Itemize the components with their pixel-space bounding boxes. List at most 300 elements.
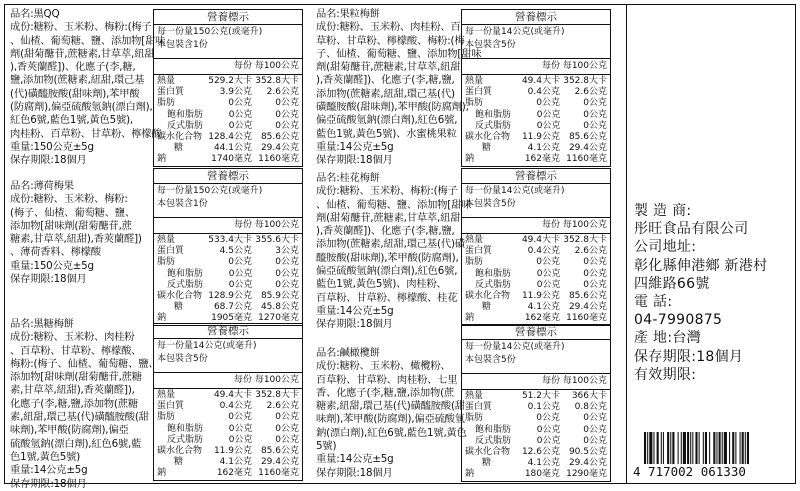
barcode-bar [729, 432, 730, 464]
per-100g-header: 每100公克 [254, 220, 299, 230]
per-serving-value: 49.4大卡 [521, 76, 560, 86]
per-100g-value: 1160毫克 [258, 468, 299, 479]
per-100g-value: 0公克 [583, 413, 607, 424]
ingredients-text [10, 180, 156, 286]
barcode-bar [745, 432, 746, 464]
per-100g-value: 0公克 [275, 412, 299, 423]
barcode-bar [732, 432, 734, 464]
per-100g-value: 0公克 [583, 109, 607, 120]
ingredients-line: 添加物[甜味劑(甜菊醣苷,蔗 [10, 219, 132, 232]
per-100g-value: 3公克 [275, 246, 299, 257]
ingredients-line: (防腐劑),偏亞硫酸氫鈉(漂白劑), [10, 101, 153, 114]
ingredients-line: 偏亞硫酸氫鈉(漂白劑),紅色6號, [316, 265, 458, 278]
barcode-bar [663, 432, 664, 464]
ingredients-line: 硫酸氫鈉(漂白劑),紅色6號,藍 [10, 437, 142, 450]
barcode-bar [716, 432, 717, 464]
per-serving-header: 每份 [541, 220, 560, 230]
barcode-bar [672, 432, 674, 464]
nutrient-label: 糖 [174, 457, 184, 468]
barcode-bar [692, 432, 693, 464]
nutrition-row [154, 121, 302, 132]
ingredients-line: 素,紐甜,環己基(代)磺醯胺酸(甜 [10, 411, 149, 424]
ingredients-line: 添加物(蔗糖素,紐甜,環己基(代) [316, 87, 455, 100]
ingredients-line: 重量:14公克±5g [316, 453, 394, 466]
barcode-bar [740, 432, 741, 464]
nutrition-row [462, 235, 610, 246]
ingredients-text [316, 347, 467, 480]
servings-per-package: 本包裝含1份 [157, 199, 208, 209]
nutrient-label: 糖 [174, 143, 184, 154]
ingredients-line: 素,甘草萃,紐甜),香莢蘭醛]), [10, 384, 135, 397]
nutrient-label: 蛋白質 [157, 87, 185, 98]
nutrient-label: 糖 [482, 143, 492, 154]
ingredients-line: 鹽,添加物(蔗糖素,紐甜,環己基 [10, 74, 145, 87]
per-serving-value: 11.9公克 [521, 291, 560, 302]
barcode-bar [742, 432, 744, 464]
barcode-bar [644, 432, 646, 464]
manufacturer-line: 四維路66號 [634, 275, 710, 292]
ingredients-line: 品名:黑糖梅餅 [10, 318, 74, 330]
nutrition-facts-table [461, 9, 611, 167]
per-100g-value: 29.4公克 [260, 457, 299, 468]
nutrition-row [154, 412, 302, 423]
per-serving-value: 0.4公克 [527, 87, 560, 98]
per-100g-value: 0公克 [583, 268, 607, 279]
per-serving-value: 11.9公克 [213, 446, 252, 457]
per-100g-value: 1160毫克 [258, 154, 299, 165]
per-100g-value: 0公克 [275, 120, 299, 131]
nutrient-label: 飽和脂肪 [475, 424, 512, 435]
nutrition-facts-table [153, 168, 303, 326]
ingredients-line: 醯胺酸(甜味劑),苯甲酸(防腐劑), [316, 251, 459, 264]
ingredients-line: 味劑),苯甲酸(防腐劑),偏亞硫酸氫 [316, 413, 465, 426]
nutrition-row [462, 132, 610, 143]
nutrition-row [462, 402, 610, 413]
per-serving-value: 0公克 [536, 413, 560, 424]
per-serving-value: 0.4公克 [219, 401, 252, 412]
nutrition-row [462, 391, 610, 402]
per-100g-value: 85.6公克 [260, 132, 299, 143]
nutrient-label: 碳水化合物 [157, 291, 203, 302]
per-serving-value: 0公克 [228, 268, 253, 279]
servings-per-package: 本包裝含5份 [157, 354, 208, 364]
per-serving-value: 0公克 [536, 268, 561, 279]
ingredients-line: ),香莢蘭醛])、化應子(李,糖,鹽, [316, 74, 455, 87]
barcode-bar [690, 432, 691, 464]
per-serving-header: 每份 [541, 61, 560, 71]
per-serving-value: 12.6公克 [521, 447, 560, 458]
nutrition-facts-table [461, 168, 611, 326]
per-100g-value: 0公克 [583, 424, 607, 435]
ingredients-line: 品名:薄荷梅果 [10, 180, 74, 192]
nutrient-label: 碳水化合物 [157, 446, 203, 457]
nutrient-label: 反式脂肪 [475, 279, 512, 290]
ingredients-text [10, 318, 159, 491]
nutrition-row [462, 469, 610, 480]
nutrient-label: 糖 [482, 302, 492, 313]
per-100g-header: 每100公克 [562, 220, 607, 230]
nutrition-title: 營養標示 [462, 325, 610, 340]
ingredients-line: 重量:14公克±5g [316, 304, 394, 317]
nutrition-facts-table [153, 9, 303, 167]
ingredients-line: 成份:糖粉、玉米粉、肉桂粉、百 [316, 21, 461, 34]
barcode-bar [735, 432, 736, 464]
ingredients-line: 劑(甜菊醣苷,蔗糖素,甘草萃,紐甜 [10, 47, 155, 60]
nutrition-row [462, 257, 610, 268]
per-100g-value: 352.8大卡 [563, 235, 607, 245]
per-serving-header: 每份 [233, 220, 252, 230]
ingredients-line: 成份:糖粉、玉米粉、梅粉: [10, 193, 128, 206]
servings-per-package: 本包裝含5份 [465, 40, 516, 50]
nutrient-label: 碳水化合物 [465, 291, 511, 302]
nutrient-label: 脂肪 [157, 412, 176, 423]
ingredients-line: (梅子、仙楂、葡萄糖、鹽、 [10, 206, 135, 219]
per-100g-value: 29.4公克 [568, 302, 607, 313]
ingredients-line: 保存期限:18個月 [10, 273, 87, 286]
nutrition-row [462, 143, 610, 154]
nutrition-facts-table [153, 323, 303, 481]
per-serving-value: 0公克 [536, 279, 561, 290]
nutrient-label: 碳水化合物 [465, 132, 511, 143]
ingredients-line: 添加物[甜味劑(甜菊醣苷,蔗糖 [10, 371, 142, 384]
nutrition-row [462, 447, 610, 458]
per-serving-value: 0公克 [536, 424, 561, 435]
per-serving-header: 每份 [233, 375, 252, 385]
nutrition-title: 營養標示 [462, 169, 610, 184]
ingredients-line: 糖素,甘草萃,紐甜),香莢蘭醛]) [10, 233, 142, 246]
nutrition-row [154, 132, 302, 143]
ingredients-line: 、百草粉、甘草粉、檸檬酸、 [10, 344, 142, 357]
ingredients-line: ),香莢蘭醛])、化應子(李,糖,鹽, [316, 225, 455, 238]
ingredients-line: 添加物(蔗糖素,紐甜,環己基(代)磺 [316, 238, 465, 251]
per-serving-value: 0公克 [228, 434, 253, 445]
per-serving-value: 0公克 [228, 423, 253, 434]
ingredients-line: 梅粉:(梅子、仙楂、葡萄糖、鹽、 [10, 357, 159, 370]
nutrition-column-header [462, 217, 610, 233]
nutrition-row [154, 291, 302, 302]
per-100g-value: 0公克 [583, 435, 607, 446]
nutrition-row [462, 121, 610, 132]
per-serving-value: 1740毫克 [211, 154, 252, 165]
nutrition-row [154, 424, 302, 435]
barcode-bar [722, 432, 723, 464]
nutrition-row [462, 458, 610, 469]
per-serving-value: 162毫克 [524, 313, 560, 324]
per-100g-value: 355.6大卡 [255, 235, 299, 245]
per-serving-value: 0.1公克 [527, 402, 560, 413]
nutrition-row [462, 291, 610, 302]
barcode-number: 4 717002 061330 [633, 464, 746, 479]
ingredients-line: 保存期限:18個月 [316, 318, 393, 331]
nutrition-row [462, 436, 610, 447]
manufacturer-line: 電 話: [634, 294, 673, 311]
serving-size: 每一份量14公克(或毫升) [157, 341, 257, 351]
per-serving-value: 51.2大卡 [521, 391, 560, 401]
per-serving-value: 1905毫克 [211, 313, 252, 324]
per-serving-value: 0公克 [228, 279, 253, 290]
nutrition-row [462, 154, 610, 165]
servings-per-package: 本包裝含5份 [465, 355, 516, 365]
per-serving-value: 0公克 [228, 120, 253, 131]
ingredients-line: 成份:糖粉、玉米粉、肉桂粉 [10, 331, 135, 344]
ingredients-line: 重量:150公克±5g [10, 259, 94, 272]
barcode-bar [724, 432, 727, 464]
nutrient-label: 熱量 [465, 76, 484, 86]
per-100g-value: 1160毫克 [566, 313, 607, 324]
per-100g-value: 0公克 [583, 279, 607, 290]
nutrient-label: 反式脂肪 [167, 279, 204, 290]
per-100g-value: 0公克 [275, 268, 299, 279]
ingredients-line: 紅色6號,藍色1號,黃色5號), [10, 114, 133, 127]
per-serving-value: 162毫克 [216, 468, 252, 479]
per-100g-value: 1290毫克 [566, 469, 607, 480]
nutrition-row [154, 390, 302, 401]
nutrition-title: 營養標示 [154, 10, 302, 25]
per-serving-value: 0公克 [536, 257, 560, 268]
nutrition-row [154, 468, 302, 479]
nutrient-label: 熱量 [157, 76, 176, 86]
per-100g-value: 352.8大卡 [255, 390, 299, 400]
ingredients-line: 5號) [316, 440, 337, 453]
nutrition-facts-table [461, 324, 611, 482]
per-serving-value: 68.7公克 [213, 302, 252, 313]
nutrient-label: 反式脂肪 [475, 435, 512, 446]
barcode-bar [747, 432, 749, 464]
per-100g-value: 45.8公克 [260, 302, 299, 313]
nutrition-column-header [462, 58, 610, 74]
manufacturer-line: 產 地:台灣 [634, 330, 701, 347]
per-serving-value: 0公克 [536, 120, 561, 131]
nutrition-row [462, 76, 610, 87]
ingredients-line: 、薄荷香料、檸檬酸 [10, 246, 101, 259]
ingredients-line: 品名:桂花梅餅 [316, 172, 380, 184]
serving-size: 每一份量150公克(或毫升) [157, 27, 263, 37]
per-serving-value: 0公克 [536, 109, 561, 120]
nutrition-row [154, 269, 302, 280]
barcode-bar [678, 432, 679, 464]
nutrition-row [154, 401, 302, 412]
nutrition-title: 營養標示 [462, 10, 610, 25]
barcode-bar [705, 432, 707, 464]
barcode-bar [653, 432, 654, 464]
per-serving-value: 0公克 [228, 109, 253, 120]
barcode [632, 430, 788, 478]
nutrient-label: 反式脂肪 [475, 120, 512, 131]
nutrition-column-header [154, 58, 302, 74]
ingredients-line: 成份:糖粉、玉米粉、橄欖粉、 [316, 360, 451, 373]
ingredients-text [10, 8, 166, 168]
nutrition-row [462, 246, 610, 257]
barcode-bar [667, 432, 669, 464]
ingredients-line: 、仙楂、葡萄糖、鹽、添加物[甜味 [316, 198, 472, 211]
per-serving-value: 529.2大卡 [208, 76, 252, 86]
barcode-bar [709, 432, 710, 464]
ingredients-line: 重量:14公克±5g [10, 464, 88, 477]
per-100g-value: 1160毫克 [566, 154, 607, 165]
per-100g-value: 352.8大卡 [563, 76, 607, 86]
per-100g-header: 每100公克 [562, 376, 607, 386]
nutrient-label: 蛋白質 [465, 87, 493, 98]
barcode-bar [687, 432, 689, 464]
ingredients-line: 成份:糖粉、玉米粉、梅粉:(梅子 [10, 21, 152, 34]
barcode-bar [661, 432, 662, 464]
manufacturer-line: 有效期限: [634, 366, 697, 383]
per-serving-value: 44.1公克 [213, 143, 252, 154]
per-serving-value: 4.1公克 [527, 458, 560, 469]
per-100g-value: 29.4公克 [568, 458, 607, 469]
barcode-bar [703, 432, 704, 464]
per-serving-value: 4.1公克 [527, 302, 560, 313]
nutrition-row [462, 87, 610, 98]
per-serving-value: 0公克 [536, 435, 561, 446]
ingredients-line: 味劑),苯甲酸(防腐劑),偏亞 [10, 424, 129, 437]
per-serving-value: 0公克 [536, 98, 560, 109]
ingredients-line: 子、仙楂、葡萄糖、鹽、添加物[甜味 [316, 47, 482, 60]
per-serving-header: 每份 [541, 376, 560, 386]
per-100g-value: 2.6公克 [574, 87, 607, 98]
nutrient-label: 飽和脂肪 [475, 268, 512, 279]
nutrient-label: 糖 [482, 458, 492, 469]
ingredients-line: 劑(甜菊醣苷,蔗糖素,甘草萃,紐甜 [316, 211, 461, 224]
per-serving-value: 128.4公克 [208, 132, 252, 143]
nutrition-row [462, 413, 610, 424]
nutrient-label: 熱量 [157, 235, 176, 245]
servings-per-package: 本包裝含1份 [157, 40, 208, 50]
per-100g-value: 0公克 [275, 98, 299, 109]
nutrition-row [462, 269, 610, 280]
manufacturer-line: 04-7990875 [634, 312, 723, 329]
manufacturer-line: 彰化縣伸港鄉 新港村 [634, 257, 768, 274]
ingredients-line: 藍色1號,黃色5號)、水蜜桃果粒 [316, 127, 457, 140]
barcode-bar [647, 432, 648, 464]
nutrition-row [462, 98, 610, 109]
nutrition-row [154, 457, 302, 468]
per-serving-value: 11.9公克 [521, 132, 560, 143]
per-100g-value: 2.6公克 [574, 246, 607, 257]
manufacturer-line: 製 造 商: [634, 203, 692, 219]
barcode-bar [657, 432, 659, 464]
ingredients-line: 重量:14公克±5g [316, 140, 394, 153]
nutrient-label: 脂肪 [157, 98, 176, 109]
nutrition-row [462, 280, 610, 291]
per-100g-value: 29.4公克 [260, 143, 299, 154]
ingredients-line: 保存期限:18個月 [10, 154, 87, 167]
nutrient-label: 鈉 [157, 468, 167, 479]
per-100g-header: 每100公克 [254, 375, 299, 385]
nutrient-label: 飽和脂肪 [167, 423, 204, 434]
nutrient-label: 鈉 [157, 154, 167, 165]
nutrition-row [462, 425, 610, 436]
ingredients-line: 香、化應子(李,糖,鹽,添加物(蔗 [316, 386, 455, 399]
ingredients-line: 重量:150公克±5g [10, 140, 94, 153]
serving-size: 每一份量14公克(或毫升) [465, 186, 565, 196]
per-100g-value: 0公克 [275, 434, 299, 445]
ingredients-line: 成份:糖粉、玉米粉、梅粉:(梅子 [316, 185, 458, 198]
nutrient-label: 碳水化合物 [465, 447, 511, 458]
per-100g-value: 0公克 [275, 257, 299, 268]
per-100g-value: 85.9公克 [260, 291, 299, 302]
per-100g-value: 0公克 [275, 109, 299, 120]
nutrient-label: 熱量 [465, 235, 484, 245]
nutrition-row [462, 313, 610, 324]
nutrient-label: 反式脂肪 [167, 120, 204, 131]
per-serving-value: 0公克 [228, 412, 252, 423]
serving-size: 每一份量14公克(或毫升) [465, 27, 565, 37]
nutrition-row [154, 143, 302, 154]
per-serving-header: 每份 [233, 61, 252, 71]
ingredients-line: 保存期限:18個月 [316, 466, 393, 479]
per-100g-value: 2.6公克 [266, 401, 299, 412]
nutrient-label: 飽和脂肪 [475, 109, 512, 120]
nutrient-label: 熱量 [465, 391, 484, 401]
per-100g-value: 85.6公克 [260, 446, 299, 457]
ingredients-line: 品名:果粒梅餅 [316, 8, 380, 20]
manufacturer-line: 彤旺食品有限公司 [634, 221, 749, 238]
nutrient-label: 脂肪 [465, 413, 484, 424]
nutrient-label: 蛋白質 [157, 401, 185, 412]
ingredients-line: 偏亞硫酸氫鈉(漂白劑),紅色6號, [316, 114, 458, 127]
per-serving-value: 4.1公克 [219, 457, 252, 468]
per-100g-value: 90.5公克 [568, 447, 607, 458]
barcode-bar [649, 432, 652, 464]
per-serving-value: 4.5公克 [219, 246, 252, 257]
nutrient-label: 蛋白質 [157, 246, 185, 257]
barcode-bar [713, 432, 715, 464]
per-100g-value: 1270毫克 [258, 313, 299, 324]
nutrition-row [154, 110, 302, 121]
nutrient-label: 碳水化合物 [157, 132, 203, 143]
nutrition-title: 營養標示 [154, 324, 302, 339]
ingredients-line: 百草粉、甘草粉、肉桂粉、七里 [316, 373, 458, 386]
nutrition-row [154, 280, 302, 291]
per-100g-value: 366大卡 [571, 391, 607, 401]
nutrient-label: 糖 [174, 302, 184, 313]
per-100g-value: 2.6公克 [266, 87, 299, 98]
per-100g-value: 0.8公克 [574, 402, 607, 413]
ingredients-line: 品名:鹹橄欖餅 [316, 347, 380, 359]
nutrient-label: 鈉 [465, 154, 475, 165]
ingredients-line: ),香莢蘭醛])、化應子(李,糖, [10, 61, 136, 74]
ingredients-line: 肉桂粉、百草粉、甘草粉、檸檬酸 [10, 127, 162, 140]
nutrition-row [462, 110, 610, 121]
manufacturer-info [634, 202, 790, 384]
nutrition-row [154, 435, 302, 446]
barcode-bar [695, 432, 697, 464]
ingredients-line: 、仙楂、葡萄糖、鹽、添加物[甜味 [10, 34, 166, 47]
nutrient-label: 鈉 [157, 313, 167, 324]
barcode-bar [670, 432, 671, 464]
nutrition-row [154, 257, 302, 268]
nutrient-label: 反式脂肪 [167, 434, 204, 445]
manufacturer-line: 公司地址: [634, 239, 697, 256]
per-100g-header: 每100公克 [254, 61, 299, 71]
nutrient-label: 飽和脂肪 [167, 268, 204, 279]
per-100g-value: 0公克 [583, 257, 607, 268]
barcode-image [632, 430, 788, 478]
per-100g-header: 每100公克 [562, 61, 607, 71]
ingredients-line: 化應子(李,糖,鹽,添加物(蔗糖 [10, 397, 138, 410]
nutrition-row [154, 154, 302, 165]
nutrient-label: 鈉 [465, 313, 475, 324]
serving-size: 每一份量150公克(或毫升) [157, 186, 263, 196]
per-serving-value: 3.9公克 [219, 87, 252, 98]
ingredients-line: 保存期限:18個月 [10, 477, 87, 490]
barcode-bar [719, 432, 721, 464]
ingredients-line: 色1號,黃色5號) [10, 450, 81, 463]
per-100g-value: 29.4公克 [568, 143, 607, 154]
nutrition-row [154, 446, 302, 457]
ingredients-line: (代)磺醯胺酸(甜味劑),苯甲酸 [10, 87, 140, 100]
